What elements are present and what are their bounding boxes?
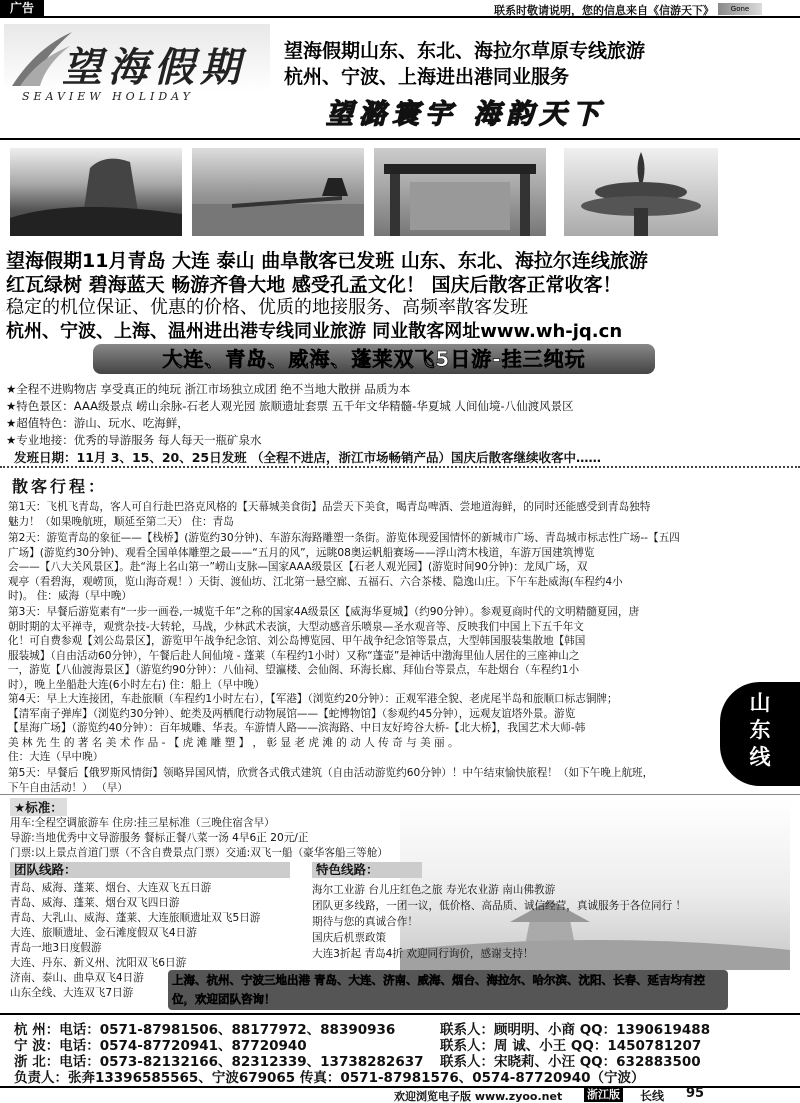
day-1-line: 魅力！（如果晚航班，顺延至第二天） 住：青岛	[8, 515, 234, 528]
top-note: 联系时敬请说明，您的信息来自《信游天下》	[494, 4, 714, 17]
tour-banner: 大连、青岛、威海、蓬莱双飞5日游-挂三纯玩	[93, 344, 655, 374]
day-4-line: 第4天：早上大连接团，车赴旅顺（车程约1小时左右），【军港】（浏览约20分钟）：正观军港全貌、老虎尾半岛和旅顺口标志铜牌；	[8, 693, 618, 705]
day-5-line: 第5天：早餐后【俄罗斯风情街】领略异国风情，欣赏各式俄式建筑（自由活动游览约60分钟）！中午结束愉快旅程！（如下午晚上航班，	[8, 767, 654, 779]
contacts-divider	[0, 1013, 800, 1015]
special-tour-item: 大连3折起 青岛4折 欢迎同行询价，感谢支持！	[312, 948, 534, 960]
day-4-line: 美 林 先 生 的 著 名 美 术 作 品 - 【 虎 滩 雕 塑 】 ， 彰 显 老 虎 滩 的 动 人 传 奇 与 美 丽 。	[8, 736, 459, 749]
dotted-divider	[0, 466, 800, 469]
side-tab	[720, 682, 800, 786]
standards-title: ★标准：	[10, 798, 67, 816]
photo-sculpture	[564, 148, 718, 236]
section-divider	[0, 794, 800, 795]
photo-rock	[10, 148, 182, 236]
day-3-line: 朝时期的太平禅寺，观赏杂技-大转轮，马战，少林武术表演，大型动感音乐喷泉—圣水观音等、反映我们中国上下五千年文	[8, 620, 584, 633]
itinerary-title: 散客行程：	[12, 477, 108, 496]
logo-chinese: 望海假期	[62, 44, 246, 91]
day-4	[8, 692, 726, 765]
departure-cities-banner: 上海、杭州、宁波三地出港 青岛、大连、济南、威海、烟台、海拉尔、哈尔滨、沈阳、长春、延吉均有控位，欢迎团队咨询！	[168, 970, 728, 1010]
group-tour-item: 青岛、大乳山、威海、蓬莱、大连旅顺遗址双飞5日游	[10, 912, 261, 924]
header-line-1: 望海假期山东、东北、海拉尔草原专线旅游	[284, 40, 646, 62]
page-number: 95	[686, 1086, 705, 1101]
day-2-line: 会——【八大关风景区】。赴“海上名山第一”崂山支脉—国家AAA级景区【石老人观光园】(游览时间90分钟)：龙凤广场，双	[8, 561, 588, 573]
special-tour-item: 团队更多线路，一团一议，低价格、高品质、诚信经营，真诚服务于各位同行 ！	[312, 900, 687, 912]
footer-edition: 浙江版	[584, 1087, 623, 1102]
day-3-line: 第3天：早餐后游览素有“一步一画卷,一城览千年”之称的国家4A级景区【威海华夏城】（约90分钟）。参观夏商时代的文明精髓夏园，唐	[8, 606, 640, 618]
group-tour-item: 大连、丹东、新义州、沈阳双飞6日游	[10, 957, 187, 969]
contact-manager: 负责人：张奔13396585565、宁波679065 传真：0571-87981576、0574-87720940（宁波）	[14, 1070, 645, 1086]
special-tour-item: 海尔工业游 台儿庄红色之旅 寿光农业游 南山佛教游	[312, 884, 556, 896]
group-tour-item: 青岛、威海、蓬莱、烟台双飞四日游	[10, 897, 180, 909]
slogan: 望潞寰宇 海韵天下	[326, 99, 606, 130]
group-tour-item: 青岛一地3日度假游	[10, 942, 102, 954]
footer-link[interactable]: 欢迎浏览电子版 www.zyoo.net	[394, 1090, 563, 1103]
contact-zhebei: 浙 北：电话：0573-82132166、82312339、13738282637	[14, 1054, 424, 1070]
day-2	[8, 531, 726, 604]
headline-1: 望海假期11月青岛 大连 泰山 曲阜散客已发班 山东、东北、海拉尔连线旅游	[6, 250, 648, 272]
header-divider	[0, 138, 800, 140]
header-line-2: 杭州、宁波、上海进出港同业服务	[284, 66, 570, 88]
feature-1: ★全程不进购物店 享受真正的纯玩 浙江市场独立成团 绝不当地大散拼 品质为本	[6, 382, 411, 396]
day-2-line: 第2天：游览青岛的象征——【栈桥】(游览约30分钟)、车游东海路雕塑一条街。游览体现爱国情怀的新城市广场、青岛城市标志性广场--【五四	[8, 532, 680, 544]
group-tour-item: 山东全线、大连双飞7日游	[10, 987, 134, 999]
departure-dates: 发班日期：11月 3、15、20、25日发班 （全程不进店，浙江市场畅销产品）国庆后散客继续收客中……	[14, 450, 601, 465]
side-tab-label: 山东线	[749, 691, 771, 769]
standard-row: 导游:当地优秀中文导游服务 餐标正餐八菜一汤 4早6正 20元/正	[10, 832, 309, 844]
day-4-line: 住：大连（早中晚）	[8, 751, 104, 763]
day-2-line: 时)。 住：威海（早中晚）	[8, 590, 133, 602]
feature-2: ★特色景区：AAA级景点 崂山余脉-石老人观光园 旅顺遗址套票 五千年文华精髓-华夏城 人间仙境-八仙渡风景区	[6, 399, 574, 413]
headline-3: 稳定的机位保证、优惠的价格、优质的地接服务、高频率散客发班	[6, 297, 528, 318]
group-tour-item: 青岛、威海、蓬莱、烟台、大连双飞五日游	[10, 882, 212, 894]
special-tour-item: 国庆后机票政策	[312, 932, 387, 944]
contact-ningbo-person: 联系人：周 诚、小王 QQ：1450781207	[440, 1038, 702, 1054]
special-tour-item: 期待与您的真诚合作！	[312, 916, 418, 928]
day-4-line: 【星海广场】（游览约40分钟）：百年城雕、华表。车游情人路——滨海路、中日友好垮谷大桥-【北大桥】，我国艺术大师-韩	[8, 722, 586, 734]
day-1	[8, 500, 726, 529]
group-tours-title: 团队线路：	[10, 862, 290, 878]
day-3-line: 化！可自费参观【刘公岛景区】，游览甲午战争纪念馆、刘公岛博览园、甲午战争纪念馆等景点，大型韩国服装集散地【韩国	[8, 635, 586, 647]
footer-category: 长线	[640, 1089, 665, 1103]
day-2-line: 观亭（看碧海，观崂顶，览山海奇观！）天街、渡仙坊、江北第一悬空廊、五福石、六合茶楼、隐逸山庄。下午车赴威海(车程约4小	[8, 575, 623, 588]
standard-row: 用车:全程空调旅游车 住房:挂三星标准（三晚住宿含早）	[10, 817, 275, 829]
day-5	[8, 766, 726, 795]
contact-hangzhou-person: 联系人：顾明明、小商 QQ：1390619488	[440, 1022, 711, 1038]
day-2-line: 广场】(游览约30分钟)、观看全国单体雕塑之最——“五月的风”，远眺08奥运帆船赛场——浮山湾木栈道，车游万国建筑博览	[8, 546, 595, 559]
publisher-logo: Gone	[718, 3, 762, 15]
day-3	[8, 605, 726, 692]
photo-strip	[10, 148, 790, 238]
contact-zhebei-person: 联系人：宋晓莉、小汪 QQ：632883500	[440, 1054, 701, 1070]
contact-hangzhou: 杭 州：电话：0571-87981506、88177972、88390936	[14, 1022, 396, 1038]
logo-english: SEAVIEW HOLIDAY	[22, 90, 194, 103]
headline-2: 红瓦绿树 碧海蓝天 畅游齐鲁大地 感受孔孟文化！ 国庆后散客正常收客！	[6, 274, 622, 296]
feature-4: ★专业地接：优秀的导游服务 每人每天一瓶矿泉水	[6, 433, 262, 447]
group-tour-item: 大连、旅顺遗址、金石滩度假双飞4日游	[10, 927, 197, 939]
day-3-line: 时），晚上坐船赴大连(6小时左右) 住：船上（早中晚）	[8, 678, 265, 691]
group-tour-item: 济南、泰山、曲阜双飞4日游	[10, 972, 144, 984]
day-1-line: 第1天：飞机飞青岛，客人可自行赴巴洛克风格的【天幕城美食街】品尝天下美食，喝青岛啤酒、尝地道海鲜，的同时还能感受到青岛独特	[8, 501, 651, 513]
day-4-line: 【清军南子弹库】（浏览约30分钟）、蛇类及两栖爬行动物展馆——【蛇博物馆】（参观约45分钟），远观友谊塔外景。游览	[8, 707, 576, 720]
special-tours-title: 特色线路：	[312, 862, 422, 878]
day-3-line: 一，游览【八仙渡海景区】（游览约90分钟）：八仙祠、望瀛楼、会仙阁、环海长廊、拜仙台等景点，车赴烟台（车程约1小	[8, 664, 580, 676]
day-3-line: 服装城】（自由活动60分钟），午餐后赴人间仙境 - 蓬莱（车程约1小时）又称“蓬壶”是神话中渤海里仙人居住的三座神山之	[8, 649, 580, 662]
photo-gate	[374, 148, 546, 236]
ad-tag: 广告	[0, 0, 44, 17]
contact-ningbo: 宁 波：电话：0574-87720941、87720940	[14, 1038, 307, 1054]
standard-row: 门票:以上景点首道门票（不含自费景点门票）交通:双飞一船（豪华客船三等舱）	[10, 847, 388, 859]
day-5-line: 下午自由活动！） （早）	[8, 781, 128, 794]
feature-3: ★超值特色：游山、玩水、吃海鲜，	[6, 416, 189, 430]
headline-4: 杭州、宁波、上海、温州进出港专线同业旅游 同业散客网址www.wh-jq.cn	[6, 321, 623, 342]
photo-pier	[192, 148, 364, 236]
